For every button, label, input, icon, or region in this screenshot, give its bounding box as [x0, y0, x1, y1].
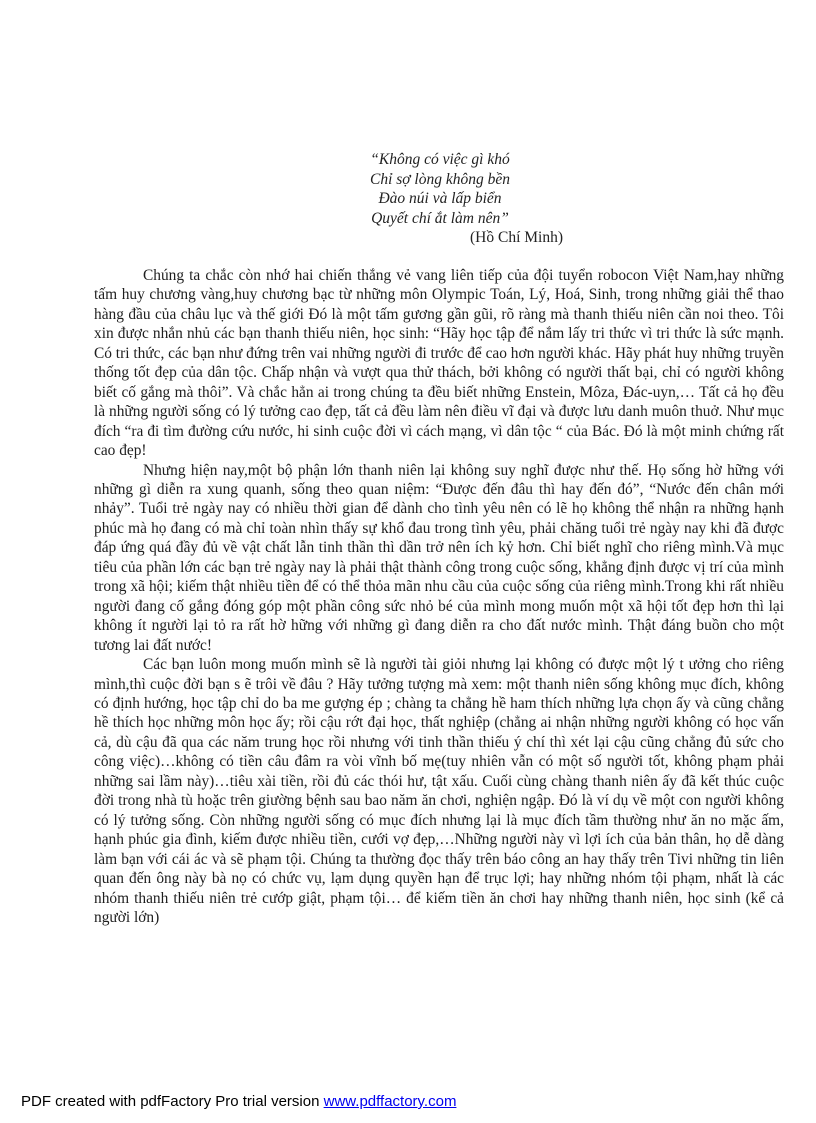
poem-line: Quyết chí ắt làm nên”	[371, 209, 509, 227]
epigraph-poem	[300, 150, 580, 228]
poem-line: Chỉ sợ lòng không bền	[369, 170, 510, 188]
paragraph-2: Nhưng hiện nay,một bộ phận lớn thanh niên lại không suy nghĩ được như thế. Họ sống hờ hững với những gì diễn ra xung quanh, sống theo quan niệm: “Được đến đâu thì hay đến đó”, “Nước đến chân mới nhảy”. Tuổi trẻ ngày nay có nhiều thời gian để dành cho tình yêu nên có lẽ họ không thể nhận ra những hạnh phúc mà họ đang có mà chỉ toàn nhìn thấy sự khổ đau trong tình yêu, phải chăng tuổi trẻ ngày nay khi đã được đáp ứng quá đầy đủ về vật chất lẫn tinh thần thì dần trở nên ích kỷ hơn. Chỉ biết nghĩ cho riêng mình.Và mục tiêu của phần lớn các bạn trẻ ngày nay là phải thật thành công trong cuộc sống, khẳng định được vị trí của mình trong xã hội; kiếm thật nhiều tiền để có thể thỏa mãn nhu cầu của cuộc sống của riêng mình.Trong khi rất nhiều người đang cố gắng đóng góp một phần công sức nhỏ bé của mình mong muốn một xã hội tốt đẹp hơn thì lại không ít người lại tỏ ra rất hờ hững với những gì đang diễn ra cho đất nước mình. Thật đáng buồn cho một tương lai đất nước!	[94, 461, 784, 654]
poem-author: (Hồ Chí Minh)	[470, 229, 563, 246]
paragraph-1: Chúng ta chắc còn nhớ hai chiến thắng vẻ vang liên tiếp của đội tuyển robocon Việt Nam,hay những tấm huy chương vàng,huy chương bạc từ những môn Olympic Toán, Lý, Hoá, Sinh, trong những giải thể thao hàng đầu của châu lục và thế giới Đó là một tấm gương gần gũi, rõ ràng mà thanh thiếu niên cần noi theo. Tôi xin được nhắn nhủ các bạn thanh thiếu niên, học sinh: “Hãy học tập để nắm lấy tri thức vì tri thức là sức mạnh. Có tri thức, các bạn như đứng trên vai những người đi trước để cao hơn người khác. Hãy phát huy những truyền thống tốt đẹp của dân tộc. Chấp nhận và vượt qua thử thách, bởi không có người thất bại, chỉ có người không biết cố gắng mà thôi”. Và chắc hẳn ai trong chúng ta đều biết những Enstein, Môza, Đác-uyn,… Tất cả họ đều là những người sống có lý tưởng cao đẹp, tất cả đều làm nên điều vĩ đại và được lưu danh muôn thuở. Như mục đích “ra đi tìm đường cứu nước, hi sinh cuộc đời vì cách mạng, vì dân tộc “ của Bác. Đó là một minh chứng rất cao đẹp!	[94, 267, 784, 460]
paragraph-3: Các bạn luôn mong muốn mình sẽ là người tài giỏi nhưng lại không có được một lý t ưởng cho riêng mình,thì cuộc đời bạn s ẽ trôi về đâu ? Hãy tưởng tượng mà xem: một thanh niên sống không mục đích, không có định hướng, học tập chỉ do ba me gượng ép ; chàng ta chẳng hề ham thích những lựa chọn ấy và cũng chẳng hề thích học những môn học ấy; rồi cậu rớt đại học, thất nghiệp (chẳng ai nhận những người không có học vấn cả, dù cậu đã qua các năm trung học rồi nhưng với tinh thần thiếu ý chí thì xét lại cậu cũng chẳng đủ sức cho công việc)…không có tiền câu đâm ra vòi vĩnh bố mẹ(tuy nhiên vẫn có một số người tốt, không phạm phải những sai lầm này)…tiêu xài tiền, rồi đủ các thói hư, tật xấu. Cuối cùng chàng thanh niên ấy đã kết thúc cuộc đời trong nhà tù hoặc trên giường bệnh sau bao năm ăn chơi, nghiện ngập. Đó là ví dụ về một con người không có lý tưởng sống. Còn những người sống có mục đích nhưng lại là mục đích tầm thường như ăn no mặc ấm, hạnh phúc gia đình, kiếm được nhiều tiền, cưới vợ đẹp,…Những người này vì lợi ích của bản thân, họ dễ dàng làm bạn với cái ác và sẽ phạm tội. Chúng ta thường đọc thấy trên báo công an hay thấy trên Tivi những tin liên quan đến ông này bà nọ có chức vụ, lạm dụng quyền hạn để trục lợi; hay những nhóm tội phạm, nhất là các nhóm thanh thiếu niên trẻ cướp giật, phạm tội… để kiếm tiền ăn chơi hay những thanh niên, học sinh (kể cả người lớn)	[94, 656, 784, 926]
pdf-footer	[21, 1093, 456, 1110]
footer-text: PDF created with pdfFactory Pro trial version	[21, 1093, 324, 1110]
essay-body	[94, 266, 784, 927]
poem-line: Đào núi và lấp biển	[378, 190, 502, 207]
poem-line: “Không có việc gì khó	[370, 151, 510, 168]
footer-link[interactable]: www.pdffactory.com	[323, 1093, 457, 1110]
